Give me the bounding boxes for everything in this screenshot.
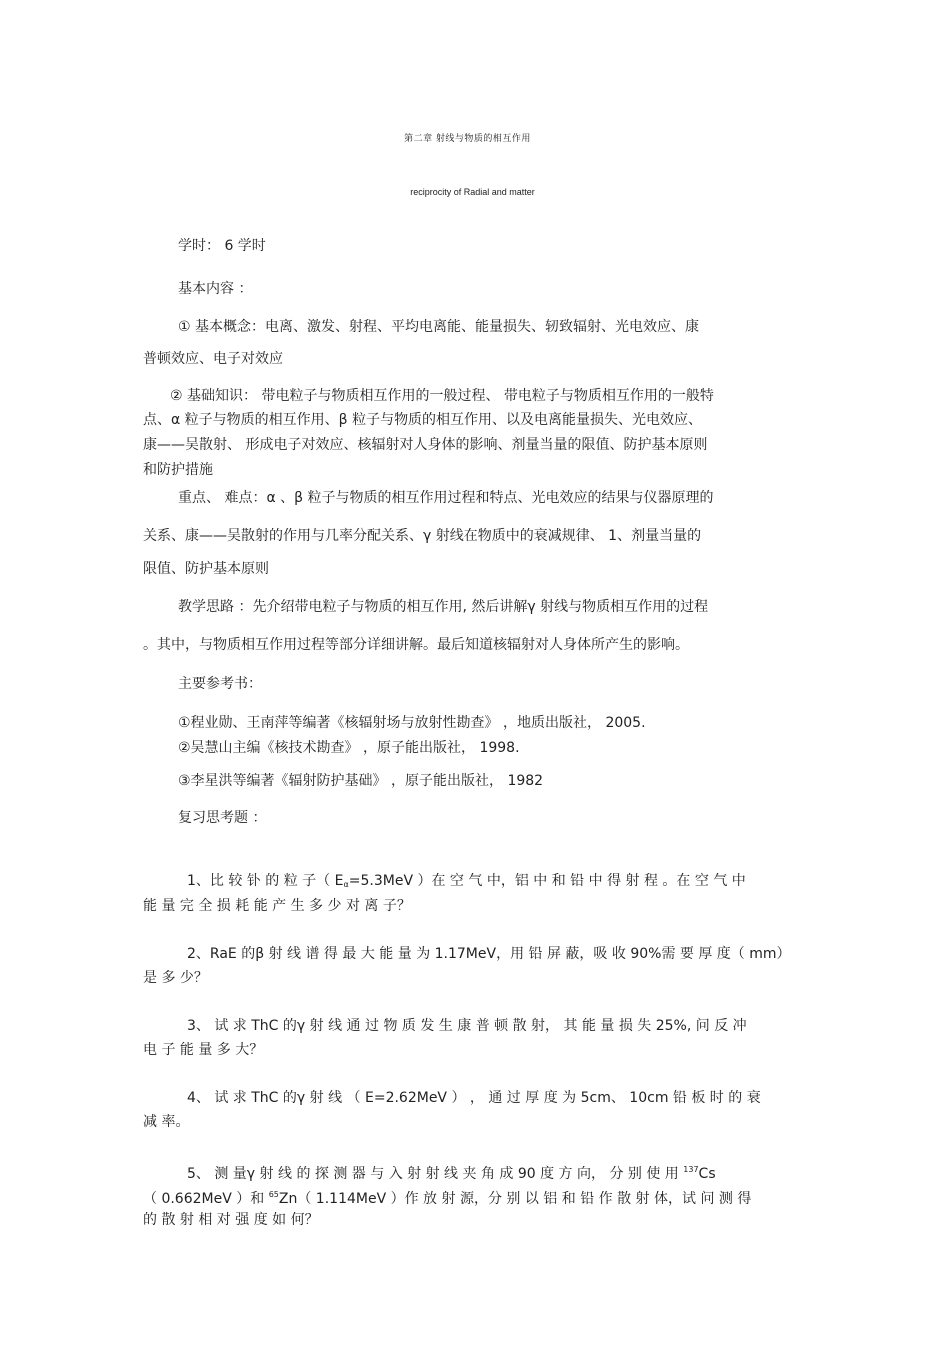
- cs-symbol: Cs: [698, 1166, 716, 1182]
- teaching-line-1: 教学思路 ：先介绍带电粒子与物质的相互作用, 然后讲解γ 射线与物质相互作用的过程: [178, 599, 709, 615]
- question-1-line-2: 能 量 完 全 损 耗 能 产 生 多 少 对 离 子？: [143, 898, 411, 914]
- hours-label: 学时：: [178, 238, 220, 254]
- knowledge-line-1: ② 基础知识： 带电粒子与物质相互作用的一般过程、 带电粒子与物质相互作用的一般特: [170, 388, 714, 404]
- question-4-line-2: 减 率。: [143, 1114, 190, 1130]
- references-heading: 主要参考书：: [178, 676, 262, 692]
- concepts-line-2: 普顿效应、电子对效应: [143, 351, 283, 367]
- chapter-title: 第二章 射线与物质的相互作用: [404, 134, 531, 144]
- knowledge-line-2: 点、α 粒子与物质的相互作用、β 粒子与物质的相互作用、以及电离能量损失、光电效应、: [143, 412, 703, 428]
- knowledge-line-3: 康——吴散射、 形成电子对效应、核辐射对人身体的影响、剂量当量的限值、防护基本原则: [143, 437, 708, 453]
- question-3-line-2: 电 子 能 量 多 大？: [143, 1042, 264, 1058]
- reference-item: ①程业勋、王南萍等编著《核辐射场与放射性勘查》 ，地质出版社， 2005.: [178, 715, 646, 731]
- question-5-line-3: 的 散 射 相 对 强 度 如 何？: [143, 1212, 319, 1228]
- question-5-text-a: 5、 测 量γ 射 线 的 探 测 器 与 入 射 射 线 夹 角 成 90 度 方 向， 分 别 使 用: [187, 1166, 679, 1182]
- question-5-text-c: （ 0.662MeV ）和: [143, 1191, 265, 1207]
- key-points-line-3: 限值、防护基本原则: [143, 561, 269, 577]
- knowledge-line-4: 和防护措施: [143, 462, 213, 478]
- teaching-line-2: 。其中，与物质相互作用过程等部分详细讲解。最后知道核辐射对人身体所产生的影响。: [143, 637, 689, 653]
- alpha-subscript: α: [343, 880, 349, 889]
- cs-mass-number: 137: [683, 1165, 699, 1174]
- question-4-line-1: 4、 试 求 ThC 的γ 射 线 （ E=2.62MeV ） ， 通 过 厚 度 为 5cm、 10cm 铅 板 时 的 衰: [187, 1090, 761, 1106]
- question-5-text-d: Zn（ 1.114MeV ）作 放 射 源，分 别 以 铝 和 铅 作 散 射 体，试 问 测 得: [278, 1191, 752, 1207]
- content-heading: 基本内容 ：: [178, 281, 253, 297]
- review-heading: 复习思考题 ：: [178, 810, 267, 826]
- hours-value: 6 学时: [224, 238, 266, 254]
- reference-item: ②吴慧山主编《核技术勘查》 ，原子能出版社， 1998.: [178, 740, 520, 756]
- question-1-line-1: [187, 872, 746, 894]
- concepts-line-1: ① 基本概念：电离、激发、射程、平均电离能、能量损失、轫致辐射、光电效应、康: [178, 319, 699, 335]
- key-points-line-2: 关系、康——吴散射的作用与几率分配关系、γ 射线在物质中的衰减规律、 1、剂量当量的: [143, 528, 702, 544]
- question-2-line-2: 是 多 少？: [143, 970, 208, 986]
- hours-line: [178, 237, 266, 255]
- reference-item: ③李星洪等编著《辐射防护基础》 ，原子能出版社， 1982: [178, 773, 544, 789]
- key-points-line-1: 重点、 难点：α 、β 粒子与物质的相互作用过程和特点、光电效应的结果与仪器原理的: [178, 490, 714, 506]
- question-5-line-1: [187, 1161, 716, 1183]
- chapter-subtitle: reciprocity of Radial and matter: [410, 187, 535, 197]
- question-3-line-1: 3、 试 求 ThC 的γ 射 线 通 过 物 质 发 生 康 普 顿 散 射， 其 能 量 损 失 25%, 问 反 冲: [187, 1018, 747, 1034]
- question-1-text-a: 1、比 较 钋 的 粒 子（ E: [187, 873, 344, 889]
- question-1-text-b: =5.3MeV ）在 空 气 中，铝 中 和 铅 中 得 射 程 。在 空 气 中: [348, 873, 746, 889]
- zn-mass-number: 65: [268, 1190, 279, 1199]
- question-2-line-1: 2、RaE 的β 射 线 谱 得 最 大 能 量 为 1.17MeV，用 铅 屏 蔽，吸 收 90%需 要 厚 度（ mm）: [187, 946, 791, 962]
- question-5-line-2: [143, 1186, 751, 1208]
